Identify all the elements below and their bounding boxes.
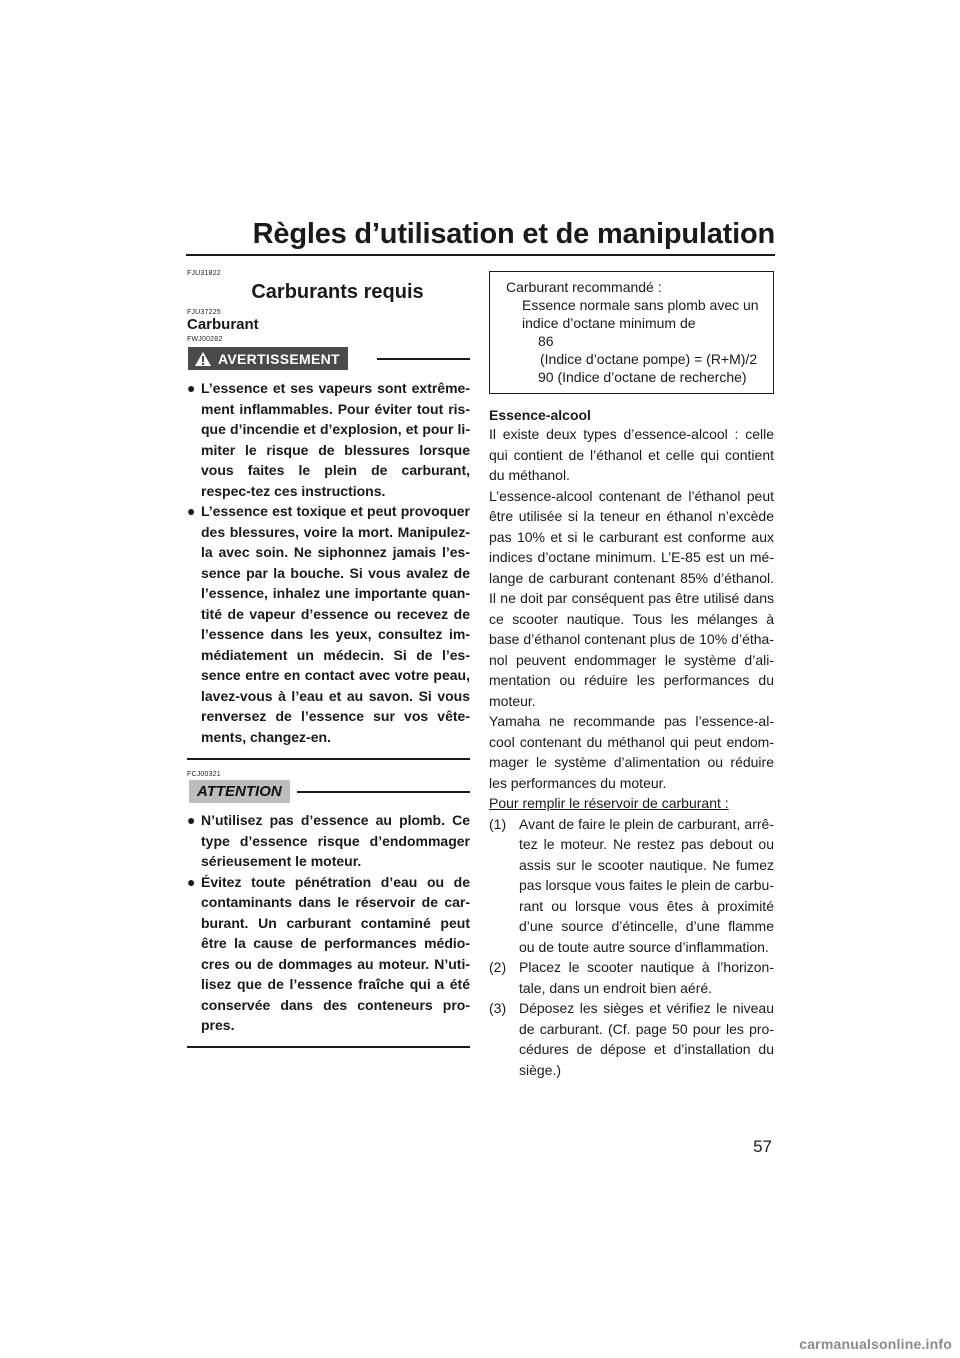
doc-code: FCJ00321 — [187, 771, 221, 778]
step-text: Déposez les sièges et vérifiez le niveau de carburant. (Cf. page 50 pour les pro-cédures de dépose et d’installation du siège.) — [519, 1000, 774, 1078]
box-line: 90 (Indice d’octane de recherche) — [538, 369, 747, 385]
attention-text: N’utilisez pas d’essence au plomb. Ce type d’essence risque d’endommager sérieusement le moteur. — [201, 812, 470, 869]
step-number: (3) — [489, 1000, 507, 1016]
warning-text: L’essence est toxique et peut provoquer des blessures, voire la mort. Manipulez-la avec soin. Ne siphonnez jamais l’es-sence par la bouche. Si vous avalez de l’essence, inhalez une importante quan-tité de vapeur d’essence ou recevez de l’essence dans les yeux, consultez im-médiatement un médecin. Si de l’es-sence entre en contact avec votre peau, lavez-vous à l’eau et au savon. Si vous renversez de l’essence sur vos vête-ments, changez-en. — [201, 503, 470, 745]
paragraph: Yamaha ne recommande pas l’essence-al-cool contenant du méthanol qui peut endom-mager le système d’alimentation ou réduire les performances du moteur. — [489, 713, 774, 791]
warning-label: AVERTISSEMENT — [218, 350, 340, 367]
recommended-fuel-box — [489, 271, 774, 394]
attention-list — [187, 810, 470, 1036]
steps-list — [489, 814, 774, 1081]
page-header-title: Règles d’utilisation et de manipulation — [252, 218, 775, 250]
attention-text: Évitez toute pénétration d’eau ou de contaminants dans le réservoir de car-burant. Un carburant contaminé peut être la cause de performances médio-cres ou de dommages au moteur. N’uti-lisez que de l’essence fraîche qui a été conservée dans des conteneurs pro-pres. — [201, 873, 470, 1033]
bullet-icon: ● — [187, 380, 196, 396]
paragraph: L’essence-alcool contenant de l’éthanol peut être utilisée si la teneur en éthanol n’excède pas 10% et si le carburant est conforme aux indices d’octane minimum. L’E-85 est un mé-lange de carburant contenant 85% d’éthanol. Il ne doit par conséquent pas être utilisé dans ce scooter nautique. Tous les mélanges à base d’éthanol contenant plus de 10% d’étha-nol peuvent endommager le système d’ali-mentation ou réduire les performances du moteur. — [489, 487, 774, 709]
warning-end-rule — [187, 758, 470, 760]
warning-text: L’essence et ses vapeurs sont extrême-ment inflammables. Pour éviter tout ris-que d’incendie et d’explosion, et pour li-miter le risque de blessures lorsque vous faites le plein de carburant, respec-tez ces instructions. — [201, 380, 470, 499]
doc-code: FJU37225 — [187, 309, 221, 316]
box-line: indice d’octane minimum de — [522, 315, 696, 331]
list-item — [187, 872, 470, 1036]
left-column — [187, 270, 470, 1048]
bullet-icon: ● — [187, 873, 196, 890]
bullet-icon: ● — [187, 812, 196, 828]
alcohol-heading: Essence-alcool — [489, 407, 591, 423]
bullet-icon: ● — [187, 503, 196, 519]
list-item — [187, 810, 470, 872]
paragraph: Il existe deux types d’essence-alcool : celle qui contient de l’éthanol et celle qui contient du méthanol. — [489, 426, 774, 483]
list-item — [187, 501, 470, 747]
page-number: 57 — [753, 1137, 772, 1156]
sub-title: Carburant — [187, 316, 259, 333]
footer-watermark: carmanualsonline.info — [799, 1336, 952, 1352]
doc-code: FJU31822 — [187, 270, 221, 277]
box-line: Carburant recommandé : — [506, 279, 662, 295]
section-title: Carburants requis — [251, 281, 424, 303]
list-item — [187, 378, 470, 501]
warning-header — [187, 346, 470, 372]
list-item — [489, 814, 774, 958]
attention-rule — [297, 791, 470, 793]
fill-heading: Pour remplir le réservoir de carburant : — [489, 795, 729, 811]
step-number: (2) — [489, 959, 507, 975]
warning-label-box — [188, 347, 348, 370]
attention-header — [187, 780, 470, 804]
attention-end-rule — [187, 1046, 470, 1048]
warning-rule — [377, 358, 470, 360]
box-line: (Indice d’octane pompe) = (R+M)/2 — [540, 351, 758, 367]
step-number: (1) — [489, 815, 507, 832]
right-column — [489, 271, 774, 1080]
box-line: Essence normale sans plomb avec un — [522, 297, 759, 313]
header-rule — [186, 254, 775, 256]
box-line: 86 — [538, 333, 554, 349]
list-item — [489, 998, 774, 1080]
step-text: Placez le scooter nautique à l’horizon-tale, dans un endroit bien aéré. — [519, 959, 774, 996]
attention-label: ATTENTION — [189, 780, 290, 803]
list-item — [489, 957, 774, 998]
warning-list — [187, 378, 470, 747]
doc-code: FWJ00282 — [187, 336, 223, 343]
warning-triangle-icon — [194, 351, 212, 367]
step-text: Avant de faire le plein de carburant, arrê-tez le moteur. Ne restez pas debout ou assis sur le scooter nautique. Ne fumez pas lorsque vous faites le plein de carbu-rant ou lorsque vous êtes à proximité d’une source d’étincelle, d’une flamme ou de toute autre source d’inflammation. — [519, 815, 774, 955]
